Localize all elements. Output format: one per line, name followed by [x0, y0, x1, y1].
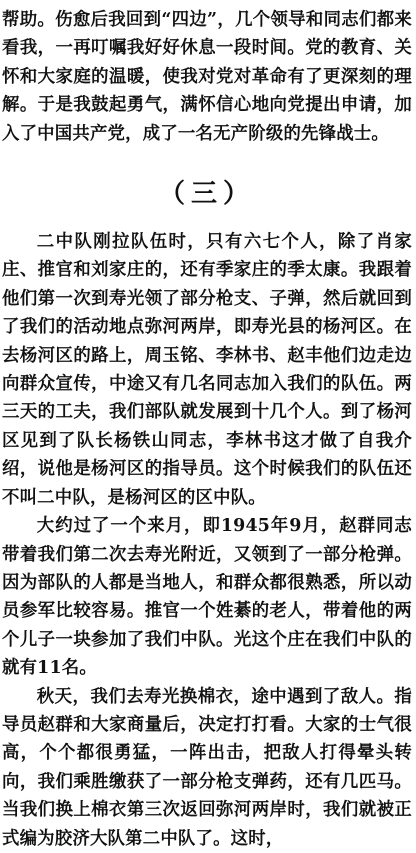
body-paragraph: 大约过了一个来月，即1945年9月，赵群同志带着我们第二次去寿光附近，又领到了一部分枪弹。因为部队的人都是当地人，和群众都很熟悉，所以动员参军比较容易。推官一个姓綦的老人，带着他的两个儿子一块参加了我们中队。光这个庄在我们中队的就有11名。: [2, 516, 412, 679]
section-heading: （三）: [158, 179, 255, 210]
opening-paragraph: 帮助。伤愈后我回到“四边”，几个领导和同志们都来看我，一再叮嘱我好好休息一段时间。党的教育、关怀和大家庭的温暖，使我对党对革命有了更深刻的理解。于是我鼓起勇气，满怀信心地向党提出申请，加入了中国共产党，成了一名无产阶级的先锋战士。: [2, 10, 412, 144]
body-paragraph: 秋天，我们去寿光换棉衣，途中遇到了敌人。指导员赵群和大家商量后，决定打打看。大家的士气很高，个个都很勇猛，一阵出击，把敌人打得晕头转向，我们乘胜缴获了一部分枪支弹药，还有几匹马。当我们换上棉衣第三次返回弥河两岸时，我们就被正式编为胶济大队第二中队了。这时，: [2, 686, 412, 849]
document-page: [2, 0, 412, 849]
body-paragraph: 二中队刚拉队伍时，只有六七个人，除了肖家庄、推官和刘家庄的，还有季家庄的季太康。我跟着他们第一次到寿光领了部分枪支、子弹，然后就回到了我们的活动地点弥河两岸，即寿光县的杨河区。在去杨河区的路上，周玉铭、李林书、赵丰他们边走边向群众宣传，中途又有几名同志加入我们的队伍。两三天的工夫，我们部队就发展到十几个人。到了杨河区见到了队长杨铁山同志，李林书这才做了自我介绍，说他是杨河区的指导员。这个时候我们的队伍还不叫二中队，是杨河区的区中队。: [2, 232, 412, 508]
